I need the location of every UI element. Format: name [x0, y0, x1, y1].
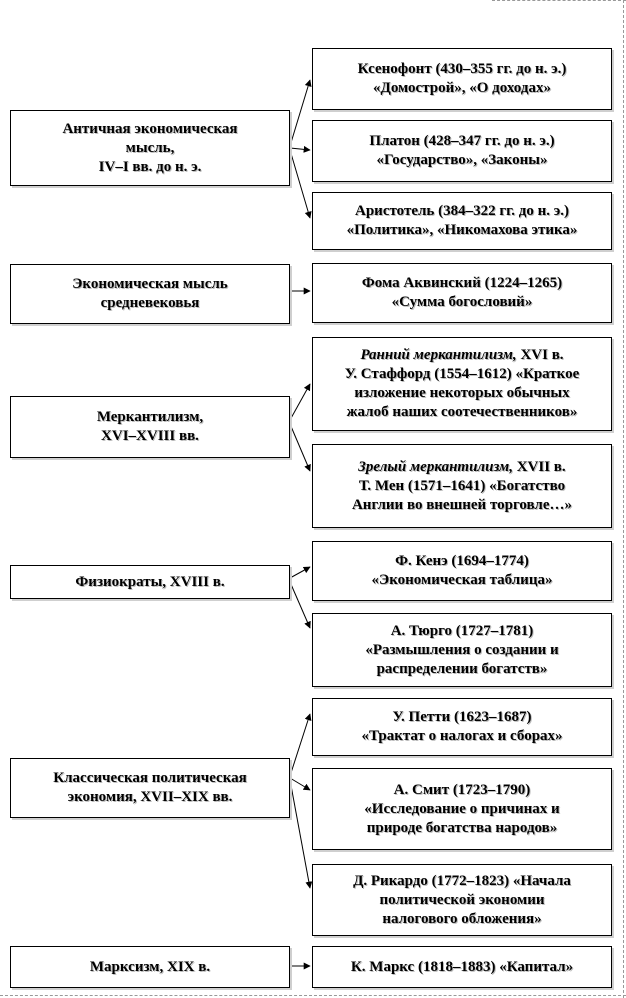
category-line: Классическая политическая [53, 770, 247, 786]
work-line: «Сумма богословий» [391, 294, 533, 310]
work-line-heading [352, 458, 572, 477]
work-period-century: XVI в. [516, 347, 564, 363]
connector-classical-smith [290, 778, 310, 790]
connector-mercantilism-mature [290, 424, 310, 471]
work-plato [312, 120, 612, 182]
work-aristotle [312, 192, 612, 250]
connector-classical-petty [290, 714, 310, 776]
work-line: политической экономии [379, 891, 545, 908]
work-line: «Экономическая таблица» [371, 572, 553, 588]
work-line: «Государство», «Законы» [376, 152, 548, 168]
work-turgot [312, 613, 612, 687]
work-stafford [312, 337, 612, 431]
work-ricardo [312, 864, 612, 936]
category-medieval [10, 264, 290, 324]
connector-antiquity-plato [290, 148, 310, 150]
work-quesnay [312, 541, 612, 601]
work-petty [312, 698, 612, 756]
work-line: «Домострой», «О доходах» [373, 80, 551, 96]
category-antiquity [10, 110, 290, 186]
work-period-italic: Ранний меркантилизм, [360, 347, 517, 363]
work-line: У. Петти (1623–1687) [392, 709, 532, 725]
work-line: изложение некоторых обычных [354, 385, 570, 401]
category-line: Экономическая мысль [72, 276, 228, 292]
work-line: Англии во внешней торговле…» [351, 496, 573, 513]
work-smith [312, 768, 612, 850]
category-line: IV–I вв. до н. э. [98, 158, 202, 175]
category-line: экономия, XVII–XIX вв. [67, 789, 233, 805]
work-line: природе богатства народов» [366, 819, 558, 836]
connector-mercantilism-early [290, 384, 310, 420]
work-line: Платон (428–347 гг. до н. э.) [369, 133, 555, 149]
category-line: средневековья [100, 295, 200, 311]
category-physiocrats [10, 565, 290, 599]
work-xenophon [312, 48, 612, 110]
category-line: Античная экономическая [62, 120, 238, 137]
work-aquinas [312, 263, 612, 323]
work-line: Фома Аквинский (1224–1265) [361, 275, 563, 291]
work-line: К. Маркс (1818–1883) «Капитал» [350, 958, 574, 975]
work-line: А. Смит (1723–1790) [393, 781, 531, 798]
connector-antiquity-xenophon [290, 80, 310, 146]
category-line: мысль, [125, 139, 175, 156]
work-line: Аристотель (384–322 гг. до н. э.) [355, 203, 569, 219]
category-line: Меркантилизм, [96, 409, 204, 425]
category-line: Марксизм, XIX в. [89, 958, 211, 975]
work-line-heading [345, 346, 580, 365]
work-line: «Политика», «Никомахова этика» [346, 222, 578, 238]
work-marx [312, 946, 612, 988]
connector-physiocrats-turgot [290, 582, 310, 628]
work-mun [312, 444, 612, 528]
work-line: А. Тюрго (1727–1781) [390, 622, 534, 639]
work-line: «Трактат о налогах и сборах» [361, 728, 563, 744]
category-marxism [10, 946, 290, 988]
connector-antiquity-aristotle [290, 150, 310, 218]
work-period-century: XVII в. [512, 458, 566, 475]
work-line: Д. Рикардо (1772–1823) «Начала [353, 872, 571, 889]
work-line: Ксенофонт (430–355 гг. до н. э.) [357, 61, 567, 77]
work-line: «Размышления о создании и [365, 641, 559, 658]
category-line: XVI–XVIII вв. [101, 428, 199, 444]
work-line: Ф. Кенэ (1694–1774) [395, 553, 529, 569]
work-line: распределении богатств» [376, 660, 548, 677]
work-line: «Исследование о причинах и [364, 800, 560, 817]
work-line: У. Стаффорд (1554–1612) «Краткое [344, 366, 580, 382]
category-mercantilism [10, 396, 290, 458]
connector-physiocrats-quesnay [290, 567, 310, 578]
work-period-italic: Зрелый меркантилизм, [358, 458, 513, 475]
category-line: Физиократы, XVIII в. [75, 573, 225, 590]
work-line: налогового обложения» [382, 910, 542, 927]
work-line: жалоб наших соотечественников» [346, 404, 578, 420]
connector-classical-ricardo [290, 780, 310, 888]
category-classical [10, 758, 290, 818]
work-line: Т. Мен (1571–1641) «Богатство [358, 477, 566, 494]
